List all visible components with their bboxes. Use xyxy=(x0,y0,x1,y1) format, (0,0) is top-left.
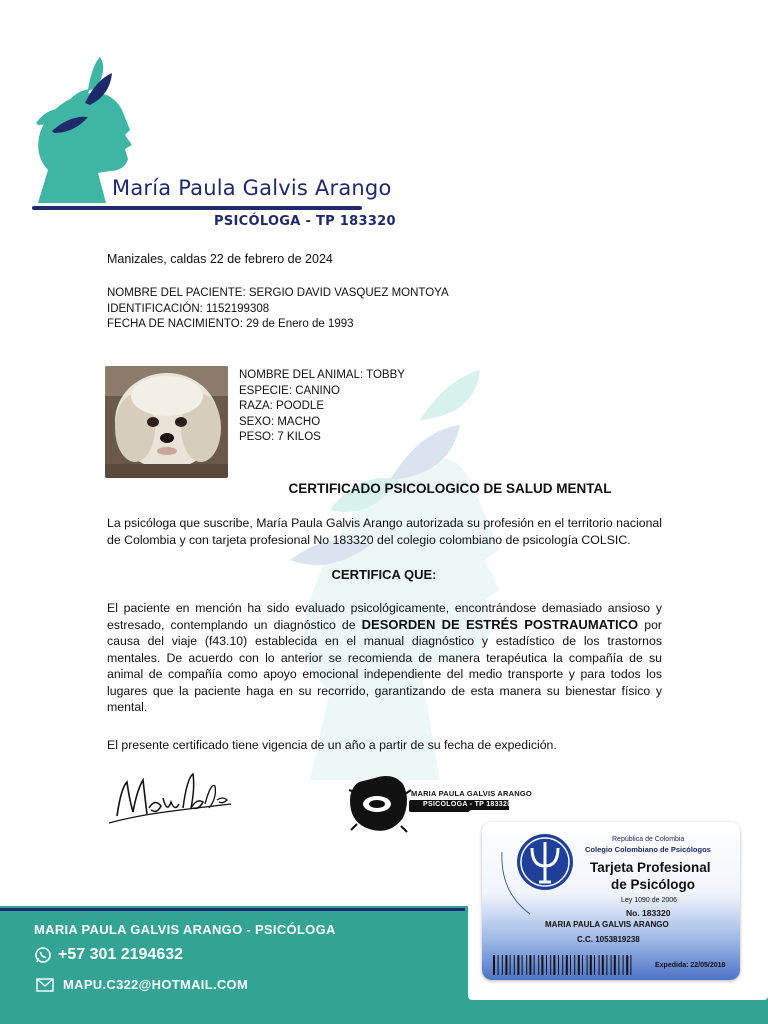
brand-underline xyxy=(32,206,362,210)
card-law: Ley 1090 de 2006 xyxy=(621,897,678,904)
card-issued-date: Expedida: 22/05/2018 xyxy=(655,962,726,969)
validity-paragraph: El presente certificado tiene vigencia de un año a partir de su fecha de expedición. xyxy=(107,738,557,752)
diagnosis-paragraph xyxy=(107,600,662,716)
brand-name: María Paula Galvis Arango xyxy=(112,176,392,200)
certifica-heading: CERTIFICA QUE: xyxy=(331,567,437,582)
brand-title: PSICÓLOGA - TP 183320 xyxy=(214,214,396,229)
diagnosis-text-2: por causa del viaje (f43.10) establecida en el manual diagnóstico y estadístico de los trastornos mentales. De acuerdo con lo anterior se recomienda de manera terapéutica la compañía de su animal de compañía como apoyo emocional independiente del medio transporte y para todos los lugares que la paciente haga en su recorrido, garantizando de esta manera su bienestar físico y mental. xyxy=(107,617,662,714)
diagnosis-bold: DESORDEN DE ESTRÉS POSTRAUMATICO xyxy=(361,616,639,632)
patient-id: IDENTIFICACIÓN: 1152199308 xyxy=(107,302,270,315)
handwritten-signature xyxy=(105,768,235,830)
card-title-line2: de Psicólogo xyxy=(611,877,696,892)
card-holder-name: MARIA PAULA GALVIS ARANGO xyxy=(545,920,669,929)
authorization-paragraph: La psicóloga que suscribe, María Paula Galvis Arango autorizada su profesión en el territorio nacional de Colombia y con tarjeta profesional No 183320 del colegio colombiano de psicología COLSIC. xyxy=(107,516,662,547)
pet-photo xyxy=(105,366,228,478)
footer-phone: +57 301 2194632 xyxy=(58,946,184,963)
card-cc: C.C. 1053819238 xyxy=(577,935,640,944)
footer-stripe xyxy=(0,908,465,911)
animal-sex: SEXO: MACHO xyxy=(239,415,321,428)
psi-emblem-icon xyxy=(490,822,590,922)
place-date: Manizales, caldas 22 de febrero de 2024 xyxy=(107,252,333,266)
whatsapp-icon xyxy=(34,946,52,964)
card-title-line1: Tarjeta Profesional xyxy=(590,860,711,875)
stamp-name: MARIA PAULA GALVIS ARANGO xyxy=(411,789,532,798)
diagnosis-text-1: El paciente en mención ha sido evaluado psicológicamente, encontrándose demasiado ansioso y estresado, contemplando un diagnóstico de xyxy=(107,601,662,632)
footer-email: MAPU.C322@HOTMAIL.COM xyxy=(63,977,249,992)
animal-info xyxy=(239,368,405,446)
animal-weight: PESO: 7 KILOS xyxy=(239,431,321,444)
card-college: Colegio Colombiano de Psicólogos xyxy=(585,845,711,854)
card-number: No. 183320 xyxy=(626,908,671,918)
mail-icon xyxy=(36,976,54,992)
animal-breed: RAZA: POODLE xyxy=(239,400,324,413)
certificate-title: CERTIFICADO PSICOLOGICO DE SALUD MENTAL xyxy=(288,481,612,496)
stamp-title: PSICÓLOGA - TP 183320 xyxy=(423,801,512,808)
card-republic: República de Colombia xyxy=(612,836,685,843)
barcode-icon xyxy=(493,955,633,975)
patient-birth: FECHA DE NACIMIENTO: 29 de Enero de 1993 xyxy=(107,318,354,330)
patient-name: NOMBRE DEL PACIENTE: SERGIO DAVID VASQUEZ MONTOYA xyxy=(107,287,449,299)
footer-name: MARIA PAULA GALVIS ARANGO - PSICÓLOGA xyxy=(34,922,336,937)
patient-info xyxy=(107,286,449,333)
animal-name: NOMBRE DEL ANIMAL: TOBBY xyxy=(239,369,405,381)
animal-species: ESPECIE: CANINO xyxy=(239,384,340,397)
